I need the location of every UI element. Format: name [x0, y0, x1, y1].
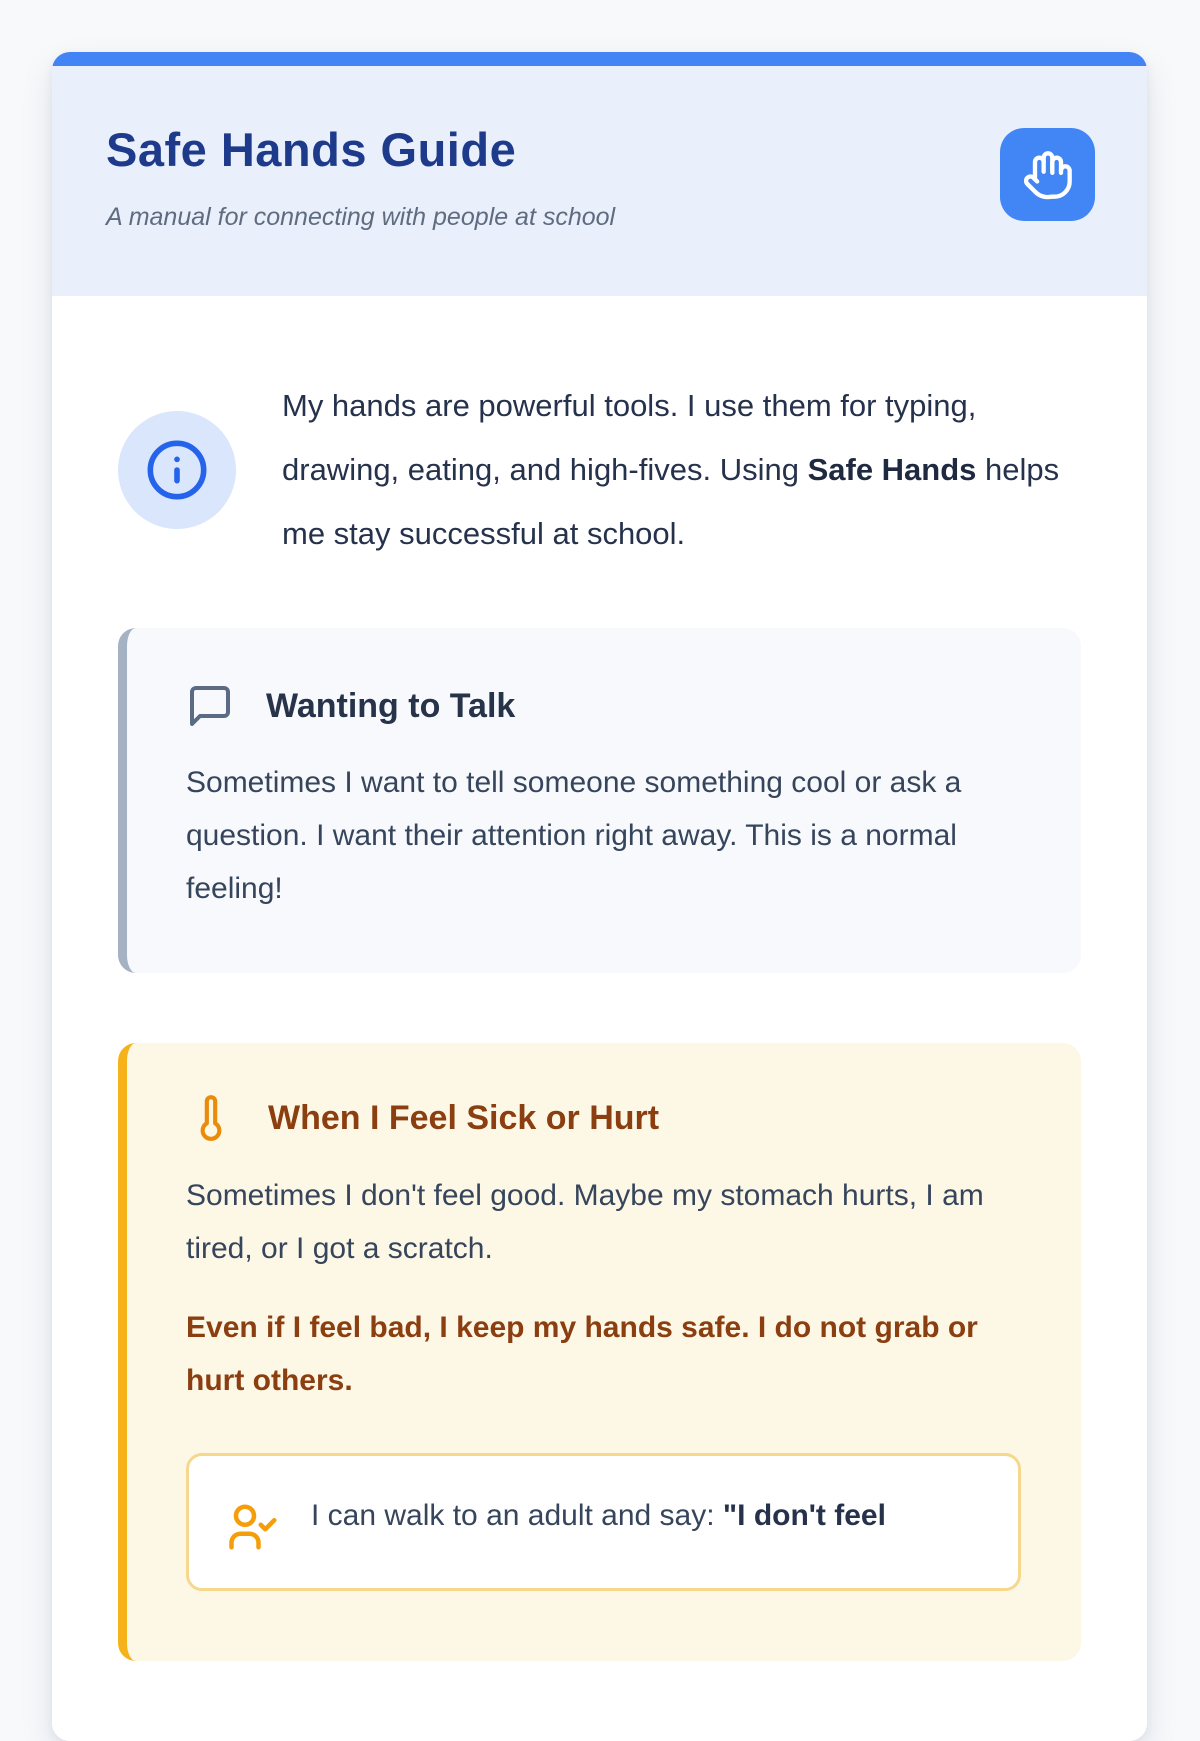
- tip-text: [311, 1490, 886, 1542]
- header: [52, 66, 1147, 296]
- user-check-icon: [227, 1490, 281, 1554]
- card-talk-header: [186, 682, 1021, 730]
- header-text: [106, 122, 615, 232]
- card-sick-header: [186, 1093, 1021, 1143]
- card-talk-title: Wanting to Talk: [266, 686, 516, 725]
- card-talk-body: Sometimes I want to tell someone something cool or ask a question. I want their attention right away. This is a normal feeling!: [186, 766, 962, 905]
- page-subtitle: A manual for connecting with people at school: [106, 203, 616, 231]
- guide-card: [52, 52, 1147, 1741]
- page-title: Safe Hands Guide: [106, 123, 517, 176]
- content: [52, 296, 1147, 1741]
- tip-card: [186, 1453, 1021, 1591]
- message-square-icon: [186, 682, 234, 730]
- tip-text-prefix: I can walk to an adult and say:: [311, 1499, 723, 1532]
- card-sick-body: Sometimes I don't feel good. Maybe my stomach hurts, I am tired, or I got a scratch.: [186, 1179, 984, 1265]
- top-accent-bar: [52, 52, 1147, 66]
- intro-text-before: My hands are powerful tools. I use them for typing, drawing, eating, and high-fives. Using: [282, 388, 977, 487]
- intro-text-after: helps me stay successful at school.: [282, 452, 1060, 551]
- hand-icon: [1022, 149, 1074, 201]
- info-icon: [145, 438, 209, 502]
- card-when-sick-or-hurt: [118, 1043, 1081, 1661]
- intro-section: [118, 374, 1081, 566]
- tip-text-bold: "I don't feel: [722, 1499, 886, 1532]
- thermometer-icon: [186, 1093, 236, 1143]
- card-sick-rule: Even if I feel bad, I keep my hands safe. I do not grab or hurt others.: [186, 1311, 978, 1397]
- card-sick-title: When I Feel Sick or Hurt: [268, 1098, 660, 1137]
- card-wanting-to-talk: [118, 628, 1081, 973]
- hand-button[interactable]: [1000, 128, 1095, 221]
- intro-text-bold: Safe Hands: [807, 452, 977, 487]
- info-badge: [118, 411, 236, 529]
- intro-text: [282, 374, 1081, 566]
